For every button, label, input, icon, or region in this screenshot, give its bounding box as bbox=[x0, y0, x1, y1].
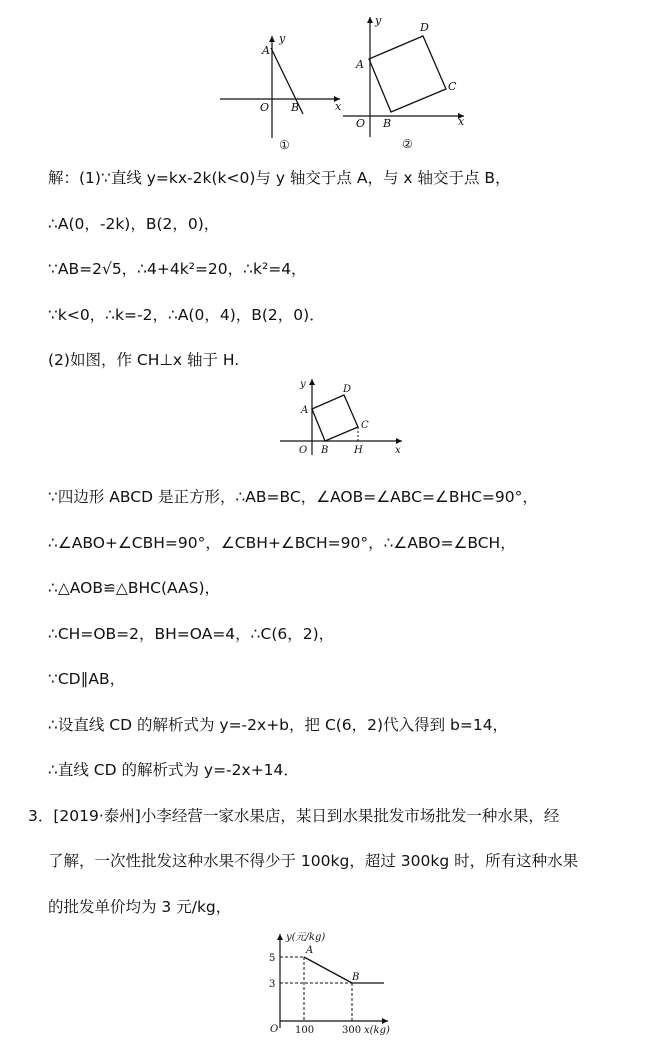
fig2-y-label: y bbox=[375, 14, 382, 27]
fig1-O-label: O bbox=[260, 101, 270, 114]
solution2-line-6: ∴设直线 CD 的解析式为 y=-2x+b，把 C(6，2)代入得到 b=14， bbox=[48, 716, 509, 734]
fig2-O-label: O bbox=[356, 117, 366, 130]
fig1-A-label: A bbox=[262, 44, 270, 57]
fig4-x-axis-label: x(kg) bbox=[364, 1025, 390, 1036]
fig3-A-label: A bbox=[301, 405, 309, 416]
fig2-x-label: x bbox=[458, 115, 465, 128]
fig2-A-label: A bbox=[356, 58, 364, 71]
solution2-line-1: ∵四边形 ABCD 是正方形，∴AB=BC，∠AOB=∠ABC=∠BHC=90°， bbox=[48, 488, 538, 506]
solution-line-5: (2)如图，作 CH⊥x 轴于 H. bbox=[48, 351, 240, 369]
solution-line-2: ∴A(0，-2k)，B(2，0)， bbox=[48, 215, 220, 233]
fig4-y3-tick: 3 bbox=[269, 979, 276, 990]
figure-1 bbox=[215, 28, 345, 158]
solution2-line-2: ∴∠ABO+∠CBH=90°，∠CBH+∠BCH=90°，∴∠ABO=∠BCH， bbox=[48, 534, 516, 552]
fig3-y-label: y bbox=[300, 379, 306, 390]
figure-4 bbox=[262, 928, 402, 1038]
fig2-C-label: C bbox=[448, 80, 457, 93]
solution2-line-3: ∴△AOB≌△BHC(AAS)， bbox=[48, 579, 221, 597]
fig4-x300-tick: 300 bbox=[342, 1025, 362, 1036]
problem3-line-1: 3．[2019·泰州]小李经营一家水果店，某日到水果批发市场批发一种水果，经 bbox=[28, 807, 560, 825]
problem3-line-2: 了解，一次性批发这种水果不得少于 100kg，超过 300kg 时，所有这种水果 bbox=[48, 852, 579, 870]
solution2-line-5: ∵CD∥AB， bbox=[48, 670, 126, 688]
fig4-B-label: B bbox=[352, 972, 360, 983]
solution-line-4: ∵k<0，∴k=-2，∴A(0，4)，B(2，0)． bbox=[48, 306, 325, 324]
fig1-y-label: y bbox=[279, 32, 286, 45]
fig1-B-label: B bbox=[291, 101, 300, 114]
problem3-line-3: 的批发单价均为 3 元/kg， bbox=[48, 898, 232, 916]
fig4-x100-tick: 100 bbox=[295, 1025, 315, 1036]
fig4-O-label: O bbox=[270, 1024, 279, 1035]
fig4-y5-tick: 5 bbox=[269, 953, 276, 964]
figure-3 bbox=[278, 375, 408, 460]
solution2-line-7: ∴直线 CD 的解析式为 y=-2x+14． bbox=[48, 761, 299, 779]
fig4-y-axis-label: y(元/kg) bbox=[286, 932, 326, 943]
fig3-B-label: B bbox=[321, 445, 329, 456]
solution-line-3: ∵AB=2√5，∴4+4k²=20，∴k²=4， bbox=[48, 260, 307, 278]
fig2-caption: ② bbox=[402, 137, 413, 151]
figure-2 bbox=[340, 12, 470, 157]
fig1-caption: ① bbox=[279, 138, 290, 152]
fig4-A-label: A bbox=[306, 945, 314, 956]
fig2-D-label: D bbox=[420, 21, 429, 34]
fig3-x-label: x bbox=[395, 445, 401, 456]
fig3-H-label: H bbox=[354, 445, 363, 456]
solution2-line-4: ∴CH=OB=2，BH=OA=4，∴C(6，2)， bbox=[48, 625, 335, 643]
fig3-O-label: O bbox=[299, 445, 308, 456]
fig3-C-label: C bbox=[361, 420, 369, 431]
fig1-x-label: x bbox=[335, 100, 342, 113]
solution-line-1: 解：(1)∵直线 y=kx-2k(k<0)与 y 轴交于点 A，与 x 轴交于点 B， bbox=[48, 169, 511, 187]
fig2-B-label: B bbox=[383, 117, 392, 130]
fig3-D-label: D bbox=[343, 384, 352, 395]
